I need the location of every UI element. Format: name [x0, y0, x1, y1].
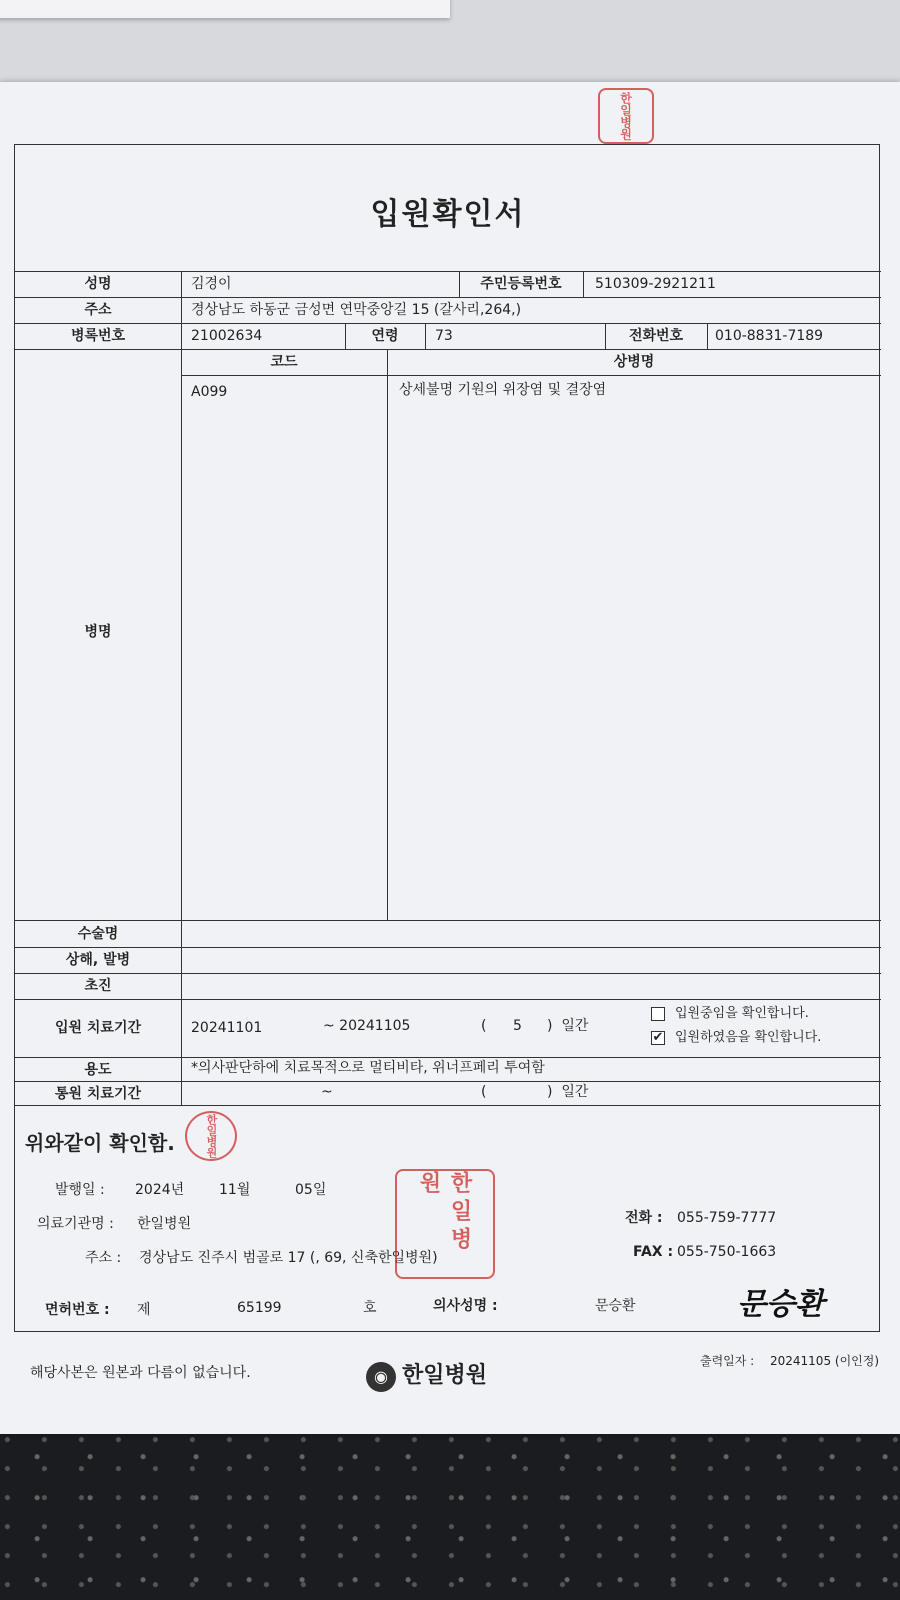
col-divider — [387, 349, 388, 920]
row-divider — [15, 973, 881, 974]
code-header: 코드 — [270, 354, 298, 370]
issue-month: 11월 — [219, 1182, 251, 1198]
patient-phone: 010-8831-7189 — [715, 328, 824, 344]
row-divider — [15, 349, 881, 350]
age-label: 연령 — [371, 328, 399, 344]
license-suffix: 호 — [363, 1300, 377, 1316]
issue-label: 발행일 : — [55, 1182, 105, 1198]
row-divider — [15, 999, 881, 1000]
doctor-name: 문승환 — [595, 1298, 636, 1314]
row-divider — [15, 1081, 881, 1082]
admission-start: 20241101 — [191, 1020, 263, 1036]
completed-label: 입원하였음을 확인합니다. — [675, 1030, 822, 1045]
doctor-label: 의사성명 : — [433, 1298, 498, 1314]
col-divider — [181, 271, 182, 1105]
admission-end: ~ 20241105 — [323, 1018, 411, 1034]
doctor-signature: 문승환 — [737, 1287, 824, 1322]
footer-note: 해당사본은 원본과 다름이 없습니다. — [30, 1365, 251, 1381]
surgery-label: 수술명 — [77, 926, 119, 942]
in-progress-label: 입원중임을 확인합니다. — [675, 1006, 809, 1021]
purpose-label: 용도 — [84, 1062, 112, 1078]
institution-name: 한일병원 — [137, 1216, 192, 1232]
outpatient-tilde: ~ — [321, 1084, 333, 1100]
seal-text: 한일병원 — [618, 92, 633, 140]
col-divider — [425, 323, 426, 349]
in-progress-checkbox[interactable] — [651, 1007, 665, 1021]
patient-name: 김경이 — [191, 276, 232, 292]
disease-section-label: 병명 — [84, 624, 112, 640]
record-label: 병록번호 — [70, 328, 126, 344]
patient-address: 경상남도 하동군 금성면 연막중앙길 15 (갈사리,264,) — [191, 302, 522, 318]
hospital-seal-top — [598, 88, 654, 144]
document-paper — [0, 82, 900, 1434]
name-label: 성명 — [84, 276, 112, 292]
row-divider — [15, 297, 881, 298]
row-divider — [15, 1057, 881, 1058]
disease-name: 상세불명 기원의 위장염 및 결장염 — [399, 382, 607, 398]
patient-rrn: 510309-2921211 — [595, 276, 716, 292]
disease-code: A099 — [191, 384, 228, 400]
seal-text: 한일병원 — [416, 1171, 473, 1255]
admission-label: 입원 치료기간 — [54, 1020, 142, 1036]
document-title: 입원확인서 — [370, 197, 526, 232]
inst-address-label: 주소 : — [85, 1250, 122, 1266]
fax-label: FAX : — [633, 1244, 674, 1260]
row-divider — [15, 271, 881, 272]
admission-form — [14, 144, 880, 1332]
print-info: 20241105 (이인정) — [770, 1354, 880, 1368]
issue-year: 2024년 — [135, 1182, 185, 1198]
fax-number: 055-750-1663 — [677, 1244, 777, 1260]
col-divider — [583, 271, 584, 297]
address-label: 주소 — [84, 302, 112, 318]
hospital-seal-large — [395, 1169, 495, 1279]
row-divider — [15, 920, 881, 921]
injury-label: 상해, 발병 — [65, 952, 131, 968]
hospital-seal-small — [185, 1111, 237, 1161]
seal-text: 한일병원 — [205, 1114, 218, 1158]
outpatient-days-suffix: ) 일간 — [547, 1084, 589, 1100]
tel-label: 전화 : — [625, 1210, 663, 1226]
admission-paren-open: ( — [481, 1018, 487, 1034]
first-visit-label: 초진 — [84, 978, 112, 994]
inst-address: 경상남도 진주시 범골로 17 (, 69, 신축한일병원) — [139, 1250, 438, 1266]
col-divider — [707, 323, 708, 349]
license-number: 65199 — [237, 1300, 282, 1316]
completed-checkbox[interactable]: ✔ — [652, 1030, 664, 1045]
institution-label: 의료기관명 : — [37, 1216, 114, 1232]
issue-day: 05일 — [295, 1182, 327, 1198]
admission-days: 5 — [513, 1018, 522, 1034]
license-label: 면허번호 : — [45, 1302, 110, 1318]
row-divider — [15, 1105, 881, 1106]
footer-logo-text: 한일병원 — [402, 1363, 488, 1388]
outpatient-label: 통원 치료기간 — [54, 1086, 142, 1102]
print-label: 출력일자 : — [700, 1354, 755, 1368]
floor-background — [0, 1428, 900, 1600]
rrn-label: 주민등록번호 — [480, 276, 562, 292]
license-prefix: 제 — [137, 1302, 151, 1318]
patient-age: 73 — [435, 328, 453, 344]
record-number: 21002634 — [191, 328, 263, 344]
row-divider — [15, 947, 881, 948]
admission-days-suffix: ) 일간 — [547, 1018, 589, 1034]
outpatient-paren-open: ( — [481, 1084, 487, 1100]
phone-label: 전화번호 — [628, 328, 684, 344]
underlying-sheet — [0, 0, 450, 18]
row-divider — [181, 375, 881, 376]
tel-number: 055-759-7777 — [677, 1210, 777, 1226]
purpose-text: *의사판단하에 치료목적으로 멀티비타, 위너프페리 투여함 — [191, 1060, 545, 1076]
disease-name-header: 상병명 — [613, 354, 655, 370]
row-divider — [15, 323, 881, 324]
hospital-logo-icon: ◉ — [366, 1362, 396, 1392]
confirm-text: 위와같이 확인함. — [25, 1131, 175, 1155]
